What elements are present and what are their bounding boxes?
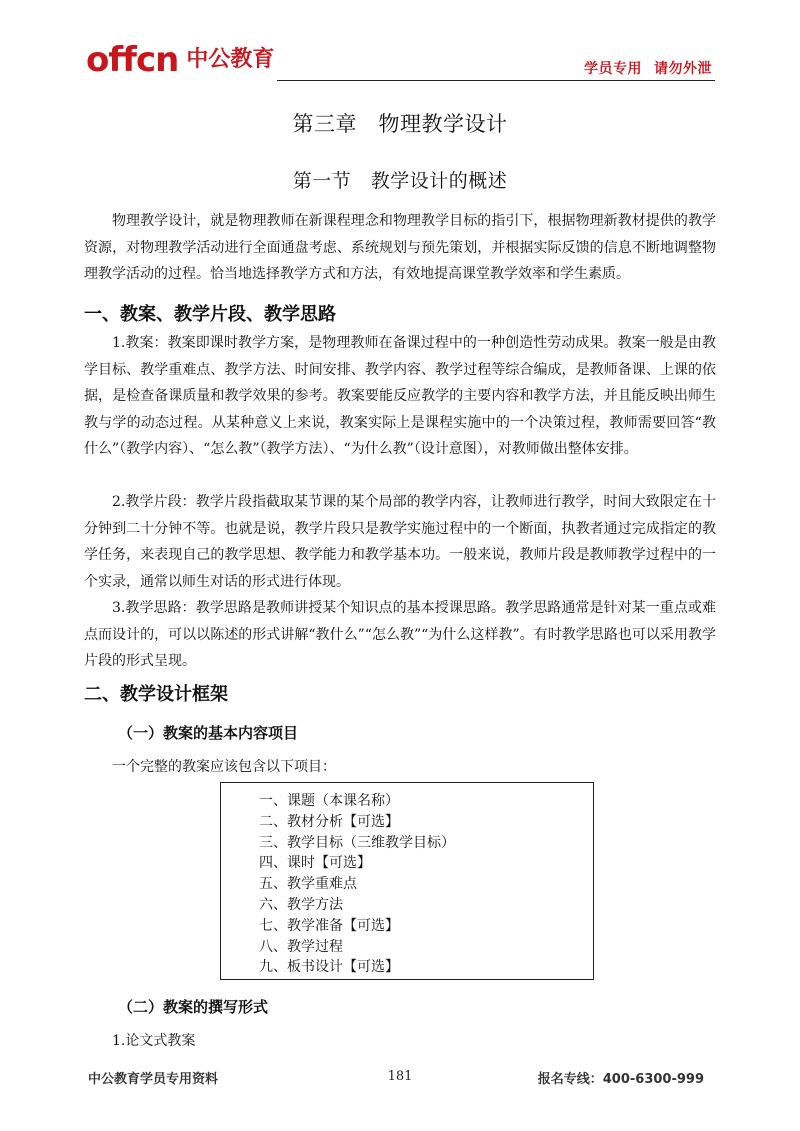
list-item: 七、教学准备【可选】 [259,917,399,934]
logo-chinese: 中公教育 [186,47,275,72]
heading-part1: 一、教案、教学片段、教学思路 [84,304,336,325]
list-item: 五、教学重难点 [259,876,357,893]
subheading-writing-forms: （二）教案的撰写形式 [118,998,269,1016]
offcn-logo [86,38,274,82]
list-item: 八、教学过程 [259,938,343,955]
header-notice [584,58,712,78]
logo-wordmark: offcn [86,40,179,80]
subheading-basic-items: （一）教案的基本内容项目 [118,724,299,742]
intro-paragraph: 物理教学设计，就是物理教师在新课程理念和物理教学目标的指引下，根据物理新教材提供的教学资源，对物理教学活动进行全面通盘考虑、系统规划与预先策划，并根据实际反馈的信息不断地调整物理教学活动的过程。恰当地选择教学方式和方法，有效地提高课堂教学效率和学生素质。 [84,213,716,283]
paragraph-teaching-segment: 2.教学片段：教学片段指截取某节课的某个局部的教学内容，让教师进行教学，时间大致限定在十分钟到二十分钟不等。也就是说，教学片段只是教学实施过程中的一个断面，执教者通过完成指定的教学任务，来表现自己的教学思想、教学能力和教学基本功。一般来说，教师片段是教师教学过程中的一个实录，通常以师生对话的形式进行体现。 [84,494,716,590]
list-item: 九、板书设计【可选】 [259,959,399,976]
page-number: 181 [387,1069,413,1084]
list-item: 一、课题（本课名称） [259,793,399,809]
page-header [0,0,800,90]
list-item: 六、教学方法 [259,896,343,913]
header-rule [277,80,715,81]
list-item: 三、教学目标（三维教学目标） [259,834,455,851]
header-tag-students-only: 学员专用 [584,61,642,77]
paragraph-teaching-approach: 3.教学思路：教学思路是教师讲授某个知识点的基本授课思路。教学思路通常是针对某一重点或难点而设计的，可以以陈述的形式讲解“教什么”“怎么教”“为什么这样教”。有时教学思路也可以采用教学片段的形式呈现。 [84,600,716,670]
chapter-title: 第三章 物理教学设计 [292,112,508,136]
lesson-plan-items-box [220,782,594,980]
item-essay-lesson-plan: 1.论文式教案 [112,1033,196,1049]
heading-part2: 二、教学设计框架 [84,684,228,705]
section-title: 第一节 教学设计的概述 [292,170,508,192]
paragraph-lesson-plan: 1.教案：教案即课时教学方案，是物理教师在备课过程中的一种创造性劳动成果。教案一般是由教学目标、教学重难点、教学方法、时间安排、教学内容、教学过程等综合编成，是教师备课、上课的依据，是检查备课质量和教学效果的参考。教案要能反应教学的主要内容和教学方法，并且能反映出师生教与学的动态过程。从某种意义上来说，教案实际上是课程实施中的一个决策过程，教师需要回答“教什么”（教学内容）、“怎么教”（教学方法）、“为什么教”（设计意图），对教师做出整体安排。 [84,335,716,458]
lesson-plan-items-list [259,791,455,978]
list-item: 二、教材分析【可选】 [259,813,399,830]
header-tag-no-leak: 请勿外泄 [654,61,712,77]
footer-material-label: 中公教育学员专用资料 [88,1072,219,1087]
list-item: 四、课时【可选】 [259,855,371,872]
lead-text: 一个完整的教案应该包含以下项目： [112,759,336,775]
footer-hotline: 报名专线：400-6300-999 [537,1072,704,1087]
